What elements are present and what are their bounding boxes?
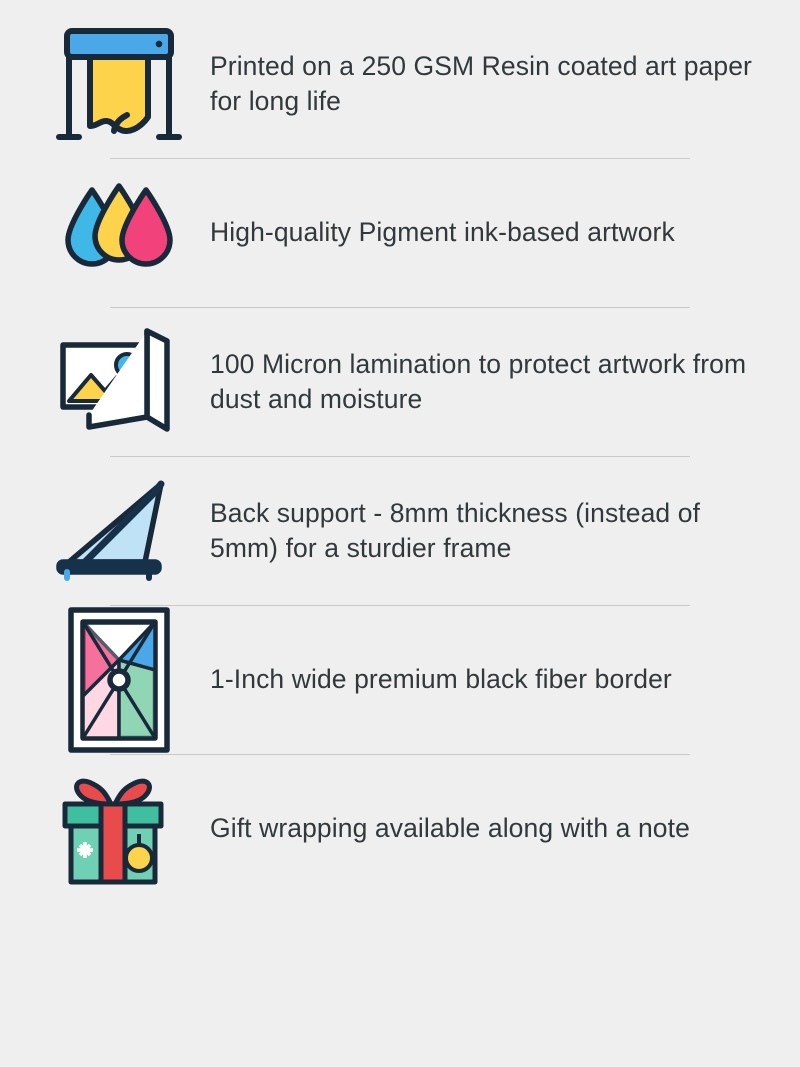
large-format-printer-icon <box>44 14 194 154</box>
feature-row <box>0 606 800 754</box>
lamination-film-icon <box>44 312 194 452</box>
feature-row <box>0 10 800 158</box>
feature-text: Printed on a 250 GSM Resin coated art paper for long life <box>210 50 752 116</box>
feature-text: 100 Micron lamination to protect artwork from dust and moisture <box>210 348 747 414</box>
feature-text: High-quality Pigment ink-based artwork <box>210 217 675 248</box>
feature-text: Gift wrapping available along with a note <box>210 813 690 844</box>
feature-row <box>0 159 800 307</box>
feature-text: Back support - 8mm thickness (instead of 5mm) for a sturdier frame <box>210 497 701 563</box>
feature-row <box>0 457 800 605</box>
back-support-stand-icon <box>44 461 194 601</box>
framed-picture-icon <box>44 610 194 750</box>
gift-box-icon <box>44 759 194 899</box>
feature-row <box>0 755 800 903</box>
feature-text: 1-Inch wide premium black fiber border <box>210 664 672 695</box>
feature-row <box>0 308 800 456</box>
ink-drops-icon <box>44 163 194 303</box>
